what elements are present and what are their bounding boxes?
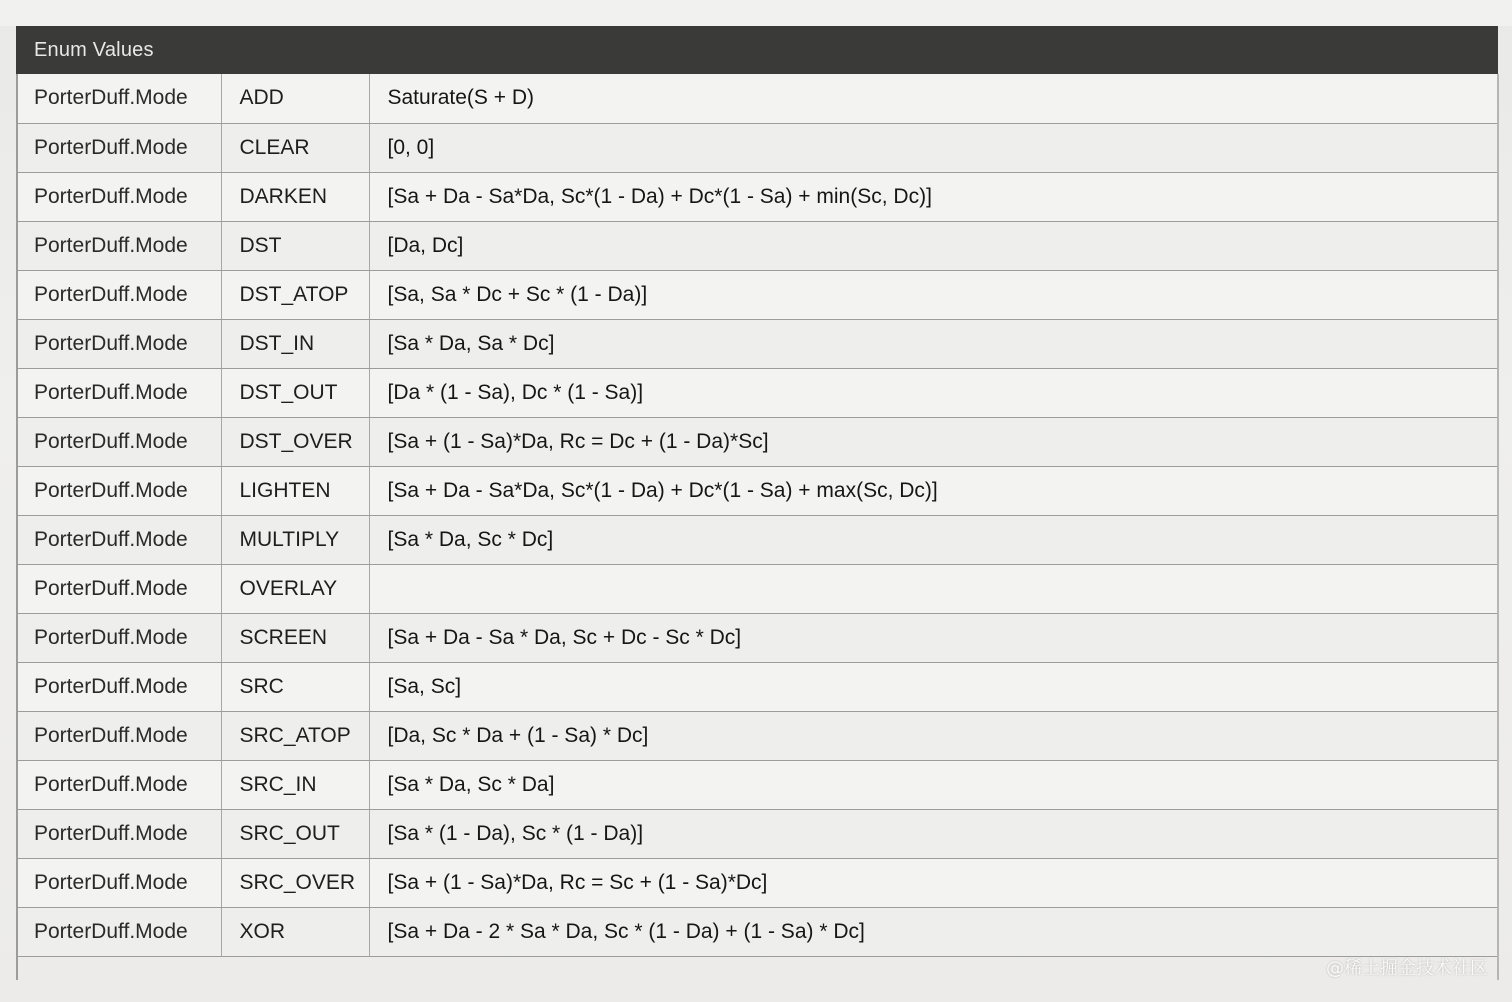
cell-formula: [Sa + Da - 2 * Sa * Da, Sc * (1 - Da) + (1 - Sa) * Dc]: [369, 907, 1498, 956]
cell-type: PorterDuff.Mode: [16, 760, 221, 809]
cell-enum-name: DARKEN: [221, 172, 369, 221]
page-top-margin: [0, 0, 1512, 26]
table-row: [16, 515, 1498, 564]
cell-formula: [369, 564, 1498, 613]
table-row: [16, 613, 1498, 662]
cell-formula: [Sa * Da, Sc * Da]: [369, 760, 1498, 809]
cell-enum-name: SRC_ATOP: [221, 711, 369, 760]
cell-formula: [Da, Dc]: [369, 221, 1498, 270]
cell-enum-name: LIGHTEN: [221, 466, 369, 515]
cell-formula: Saturate(S + D): [369, 74, 1498, 123]
cell-type: PorterDuff.Mode: [16, 662, 221, 711]
cell-formula: [Sa + (1 - Sa)*Da, Rc = Dc + (1 - Da)*Sc]: [369, 417, 1498, 466]
cell-enum-name: OVERLAY: [221, 564, 369, 613]
cell-formula: [Sa + Da - Sa*Da, Sc*(1 - Da) + Dc*(1 - Sa) + min(Sc, Dc)]: [369, 172, 1498, 221]
cell-enum-name: DST_OUT: [221, 368, 369, 417]
cell-enum-name: SRC_IN: [221, 760, 369, 809]
cell-type: PorterDuff.Mode: [16, 613, 221, 662]
cell-type: PorterDuff.Mode: [16, 74, 221, 123]
watermark: @稀土掘金技术社区: [1326, 958, 1488, 979]
cell-type: PorterDuff.Mode: [16, 319, 221, 368]
cell-enum-name: SCREEN: [221, 613, 369, 662]
table-row: [16, 662, 1498, 711]
table-body: [16, 74, 1498, 956]
cell-type: PorterDuff.Mode: [16, 564, 221, 613]
cell-formula: [Sa, Sc]: [369, 662, 1498, 711]
cell-formula: [Sa * (1 - Da), Sc * (1 - Da)]: [369, 809, 1498, 858]
table-row: [16, 711, 1498, 760]
cell-enum-name: ADD: [221, 74, 369, 123]
table-row: [16, 760, 1498, 809]
table-row: [16, 564, 1498, 613]
table-header-row: [16, 26, 1498, 74]
cell-enum-name: DST_ATOP: [221, 270, 369, 319]
table-row: [16, 417, 1498, 466]
table-row: [16, 270, 1498, 319]
table-row: [16, 123, 1498, 172]
cell-formula: [Sa + (1 - Sa)*Da, Rc = Sc + (1 - Sa)*Dc]: [369, 858, 1498, 907]
cell-formula: [Da * (1 - Sa), Dc * (1 - Sa)]: [369, 368, 1498, 417]
cell-enum-name: SRC: [221, 662, 369, 711]
cell-enum-name: DST_IN: [221, 319, 369, 368]
cell-type: PorterDuff.Mode: [16, 172, 221, 221]
table-row: [16, 221, 1498, 270]
cell-type: PorterDuff.Mode: [16, 270, 221, 319]
cell-enum-name: SRC_OUT: [221, 809, 369, 858]
enum-values-table: [16, 26, 1498, 957]
cell-type: PorterDuff.Mode: [16, 858, 221, 907]
cell-formula: [0, 0]: [369, 123, 1498, 172]
cell-formula: [Sa, Sa * Dc + Sc * (1 - Da)]: [369, 270, 1498, 319]
cell-formula: [Sa * Da, Sa * Dc]: [369, 319, 1498, 368]
cell-enum-name: SRC_OVER: [221, 858, 369, 907]
table-row: [16, 858, 1498, 907]
cell-formula: [Da, Sc * Da + (1 - Sa) * Dc]: [369, 711, 1498, 760]
cell-formula: [Sa * Da, Sc * Dc]: [369, 515, 1498, 564]
table-row: [16, 809, 1498, 858]
cell-type: PorterDuff.Mode: [16, 368, 221, 417]
cell-enum-name: MULTIPLY: [221, 515, 369, 564]
cell-type: PorterDuff.Mode: [16, 515, 221, 564]
cell-type: PorterDuff.Mode: [16, 417, 221, 466]
cell-type: PorterDuff.Mode: [16, 123, 221, 172]
table-row: [16, 74, 1498, 123]
cell-enum-name: XOR: [221, 907, 369, 956]
cell-type: PorterDuff.Mode: [16, 809, 221, 858]
table-row: [16, 466, 1498, 515]
cell-enum-name: DST_OVER: [221, 417, 369, 466]
table-row: [16, 907, 1498, 956]
cell-formula: [Sa + Da - Sa * Da, Sc + Dc - Sc * Dc]: [369, 613, 1498, 662]
table-row: [16, 368, 1498, 417]
table-right-border: [1497, 74, 1499, 980]
cell-type: PorterDuff.Mode: [16, 221, 221, 270]
cell-type: PorterDuff.Mode: [16, 711, 221, 760]
table-header: Enum Values: [16, 26, 1498, 74]
table-row: [16, 319, 1498, 368]
cell-enum-name: DST: [221, 221, 369, 270]
table-row: [16, 172, 1498, 221]
cell-type: PorterDuff.Mode: [16, 907, 221, 956]
cell-type: PorterDuff.Mode: [16, 466, 221, 515]
cell-formula: [Sa + Da - Sa*Da, Sc*(1 - Da) + Dc*(1 - Sa) + max(Sc, Dc)]: [369, 466, 1498, 515]
cell-enum-name: CLEAR: [221, 123, 369, 172]
table-left-border: [16, 74, 18, 980]
